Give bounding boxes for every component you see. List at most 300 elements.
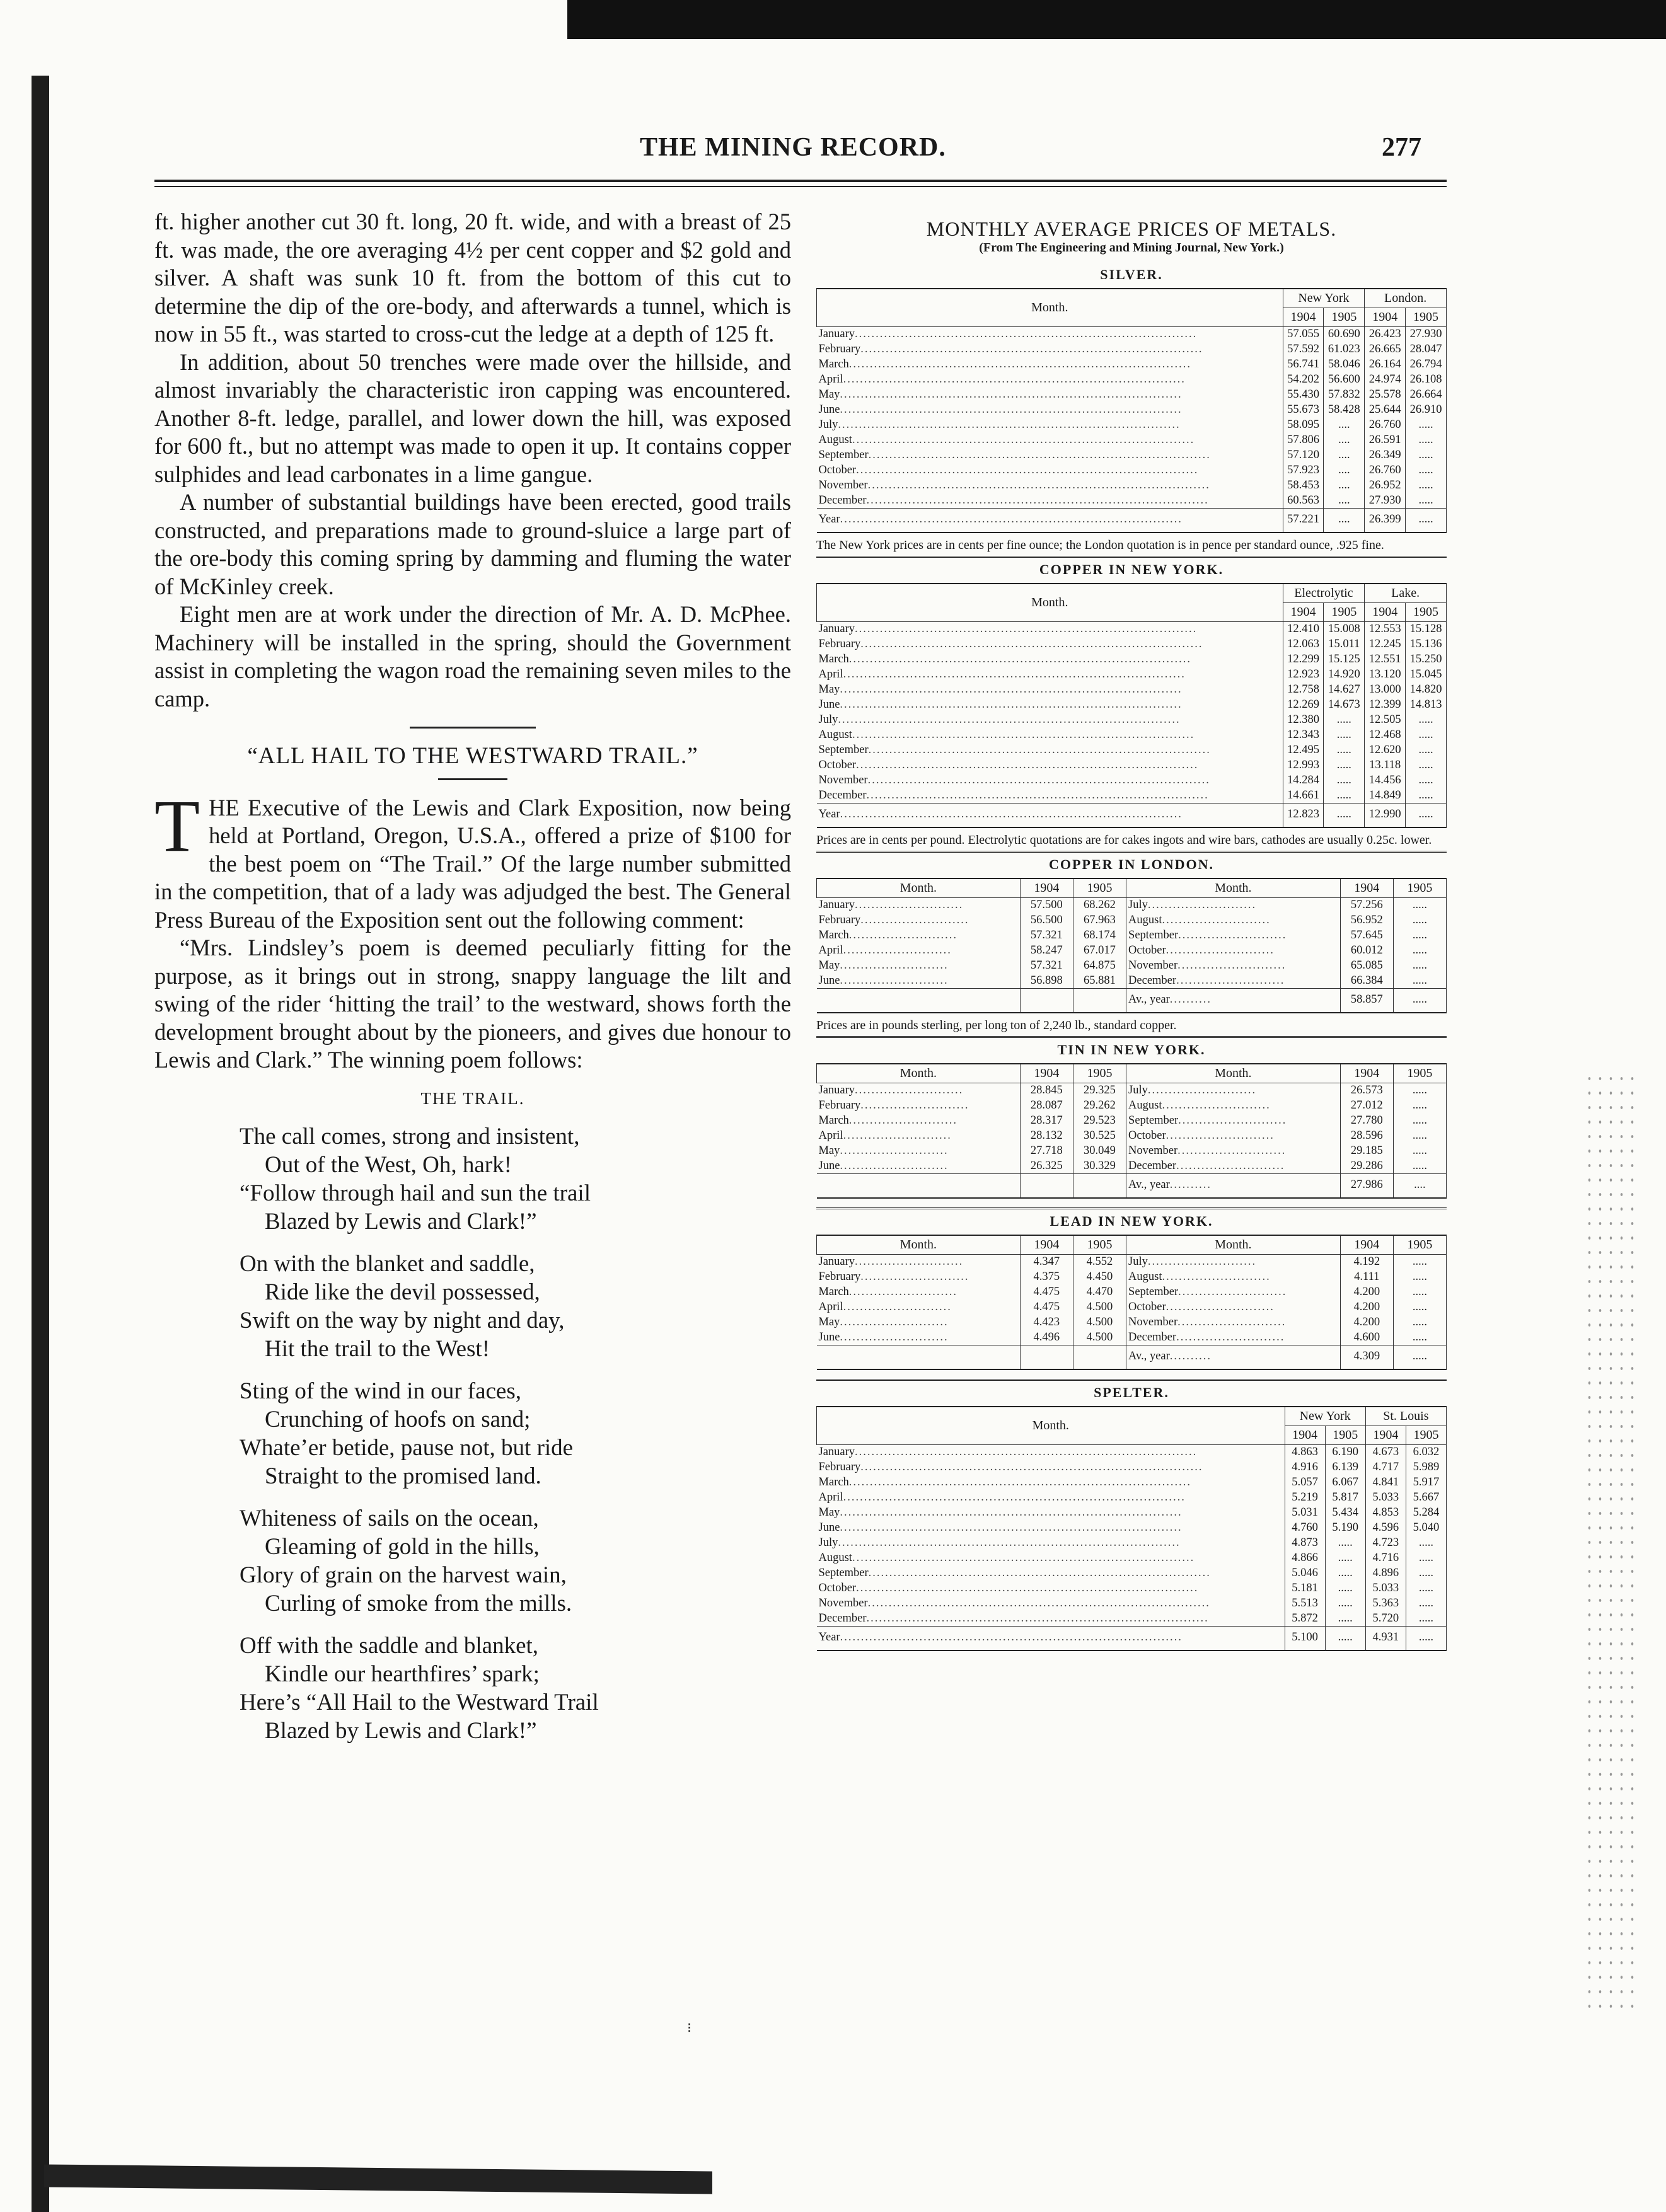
value-cell: 28.845 — [1020, 1083, 1073, 1098]
leader-dots: .......................... — [840, 1144, 949, 1157]
value-cell: 4.673 — [1365, 1445, 1406, 1460]
value-cell: 57.221 — [1283, 509, 1324, 533]
value-cell: ..... — [1393, 1255, 1446, 1270]
copper-london-note: Prices are in pounds sterling, per long ton of 2,240 lb., standard copper. — [816, 1018, 1177, 1032]
value-cell: ..... — [1406, 713, 1447, 728]
month-cell — [817, 1144, 1021, 1159]
value-cell: 14.284 — [1283, 773, 1324, 788]
month-cell — [817, 1315, 1021, 1330]
month-name: May — [818, 959, 840, 972]
group-header: New York — [1285, 1407, 1365, 1426]
leader-dots: .......................... — [1178, 929, 1287, 942]
value-cell: 5.100 — [1285, 1627, 1325, 1651]
running-title: THE MINING RECORD. — [640, 133, 946, 162]
poem-line: Crunching of hoofs on sand; — [265, 1407, 531, 1432]
month-cell — [817, 1581, 1285, 1596]
month-name: November — [818, 774, 868, 786]
month-name: December — [818, 493, 867, 507]
poem-line: Curling of smoke from the mills. — [265, 1591, 572, 1616]
value-cell: 12.551 — [1365, 652, 1406, 667]
month-cell — [1126, 1129, 1341, 1144]
tin-ny-table — [816, 1063, 1447, 1199]
value-cell: 12.758 — [1283, 683, 1324, 698]
value-cell: 65.881 — [1073, 974, 1126, 989]
value-cell: 60.563 — [1283, 493, 1324, 509]
value-cell: 4.450 — [1073, 1270, 1126, 1285]
leader-dots: .......... — [1169, 993, 1212, 1006]
month-cell — [817, 913, 1021, 928]
value-cell: 5.033 — [1365, 1581, 1406, 1596]
month-name: November — [1128, 1144, 1178, 1157]
month-header: Month. — [817, 289, 1283, 327]
value-cell: 26.665 — [1365, 342, 1406, 357]
month-name: June — [818, 1521, 840, 1534]
value-cell: 12.299 — [1283, 652, 1324, 667]
lead-ny-table — [816, 1235, 1447, 1370]
table-row — [817, 683, 1447, 698]
price-table — [816, 288, 1447, 533]
month-name: April — [818, 1301, 843, 1313]
poem-line: Straight to the promised land. — [265, 1463, 541, 1489]
table-row — [817, 1490, 1447, 1506]
copper-ny-table — [816, 583, 1447, 828]
month-name: April — [818, 1129, 843, 1142]
column-header: 1905 — [1073, 878, 1126, 898]
value-cell: 5.917 — [1406, 1475, 1446, 1490]
value-cell: 4.475 — [1020, 1300, 1073, 1315]
month-cell — [817, 463, 1283, 478]
leader-dots: .................................................................................. — [840, 403, 1183, 416]
leader-dots: .......................... — [840, 974, 949, 987]
year-header: 1904 — [1283, 308, 1324, 327]
value-cell: 14.673 — [1324, 698, 1365, 713]
value-cell: 5.031 — [1285, 1506, 1325, 1521]
value-cell: ..... — [1325, 1581, 1365, 1596]
year-header: 1905 — [1325, 1426, 1365, 1445]
value-cell: 57.592 — [1283, 342, 1324, 357]
month-cell — [1126, 913, 1341, 928]
value-cell: 6.139 — [1325, 1460, 1365, 1475]
value-cell: 25.644 — [1365, 403, 1406, 418]
month-cell — [817, 1445, 1285, 1460]
table-row — [817, 913, 1447, 928]
leader-dots: .................................................................................. — [843, 373, 1186, 386]
value-cell: 29.185 — [1340, 1144, 1393, 1159]
price-table — [816, 1063, 1447, 1199]
value-cell: 58.095 — [1283, 418, 1324, 433]
value-cell: 5.057 — [1285, 1475, 1325, 1490]
value-cell: 26.794 — [1406, 357, 1447, 372]
poem — [154, 1122, 791, 1745]
value-cell: ..... — [1393, 1083, 1446, 1098]
leader-dots: .................................................................................. — [852, 1552, 1195, 1564]
month-name: March — [818, 1114, 849, 1127]
value-cell: 4.200 — [1340, 1285, 1393, 1300]
table-row — [817, 1611, 1447, 1627]
poem-line: Off with the saddle and blanket, — [240, 1633, 539, 1659]
value-cell: .... — [1324, 509, 1365, 533]
value-cell: ..... — [1393, 928, 1446, 943]
table-row — [817, 943, 1447, 959]
poem-line: Blazed by Lewis and Clark!” — [265, 1209, 537, 1235]
value-cell: 12.553 — [1365, 622, 1406, 637]
avg-label: Av., year — [1128, 1350, 1170, 1362]
value-cell: 56.741 — [1283, 357, 1324, 372]
value-cell: 5.033 — [1365, 1490, 1406, 1506]
avg-value: 27.986 — [1340, 1174, 1393, 1199]
month-name: September — [1128, 929, 1179, 942]
value-cell: 4.200 — [1340, 1300, 1393, 1315]
value-cell: 29.325 — [1073, 1083, 1126, 1098]
month-name: April — [818, 1491, 843, 1504]
table-row — [817, 372, 1447, 388]
poem-line: On with the blanket and saddle, — [240, 1251, 535, 1277]
column-header: 1905 — [1073, 1064, 1126, 1083]
table-row — [817, 652, 1447, 667]
value-cell: ..... — [1406, 1611, 1446, 1627]
month-cell — [817, 1285, 1021, 1300]
month-cell — [817, 1270, 1021, 1285]
value-cell: ..... — [1406, 773, 1447, 788]
value-cell: 4.500 — [1073, 1315, 1126, 1330]
silver-heading: SILVER. — [1100, 267, 1163, 282]
value-cell: 4.873 — [1285, 1536, 1325, 1551]
value-cell: 61.023 — [1324, 342, 1365, 357]
month-cell — [817, 1627, 1285, 1651]
value-cell: 12.269 — [1283, 698, 1324, 713]
month-name: March — [818, 1476, 849, 1489]
value-cell: ..... — [1406, 433, 1447, 448]
value-cell: 4.841 — [1365, 1475, 1406, 1490]
leader-dots: .......................... — [855, 1084, 964, 1097]
group-header: New York — [1283, 289, 1365, 308]
leader-dots: .................................................................................. — [843, 1491, 1186, 1504]
month-cell — [817, 433, 1283, 448]
value-cell: 4.347 — [1020, 1255, 1073, 1270]
leader-dots: .......... — [1169, 1178, 1212, 1191]
silver-table — [816, 288, 1447, 533]
month-name: October — [818, 464, 857, 476]
month-cell — [1126, 1159, 1341, 1174]
month-name: March — [818, 358, 849, 371]
value-cell: ..... — [1406, 728, 1447, 743]
value-cell: 4.600 — [1340, 1330, 1393, 1345]
year-header: 1904 — [1285, 1426, 1325, 1445]
leader-dots: .................................................................................. — [840, 698, 1183, 711]
value-cell: ..... — [1406, 463, 1447, 478]
table-row — [817, 493, 1447, 509]
value-cell: 56.500 — [1020, 913, 1073, 928]
year-header: 1904 — [1365, 308, 1406, 327]
month-cell — [817, 804, 1283, 828]
value-cell: ..... — [1393, 1129, 1446, 1144]
month-name: June — [818, 1159, 840, 1172]
leader-dots: .......................... — [840, 1159, 949, 1172]
price-table — [816, 1235, 1447, 1370]
value-cell: 27.780 — [1340, 1114, 1393, 1129]
month-name: October — [1128, 1301, 1166, 1313]
leader-dots: .................................................................................. — [868, 1567, 1211, 1579]
paragraph: A number of substantial buildings have been erected, good trails constructed, and preparations made to ground-sluice a large part of the ore-body this coming spring by damming and fluming the water of McKinley creek. — [154, 489, 791, 599]
leader-dots: .................................................................................. — [866, 1611, 1209, 1625]
value-cell: ..... — [1406, 1536, 1446, 1551]
year-header: 1904 — [1365, 603, 1406, 622]
month-cell — [817, 1490, 1285, 1506]
month-cell — [817, 1536, 1285, 1551]
prices-source: (From The Engineering and Mining Journal, New York.) — [979, 241, 1284, 255]
value-cell: ..... — [1325, 1566, 1365, 1581]
value-cell: ..... — [1406, 804, 1447, 828]
value-cell: 14.813 — [1406, 698, 1447, 713]
value-cell: 28.132 — [1020, 1129, 1073, 1144]
table-row — [817, 418, 1447, 433]
stanza — [240, 1504, 791, 1618]
value-cell: 26.591 — [1365, 433, 1406, 448]
month-name: January — [818, 1084, 855, 1097]
month-name: October — [818, 1582, 857, 1594]
value-cell: ..... — [1406, 448, 1447, 463]
value-cell: 14.661 — [1283, 788, 1324, 804]
month-name: May — [818, 683, 840, 696]
value-cell: ..... — [1393, 1144, 1446, 1159]
value-cell: 4.200 — [1340, 1315, 1393, 1330]
column-header: 1905 — [1393, 1235, 1446, 1255]
table-row — [817, 1159, 1447, 1174]
month-name: August — [818, 434, 852, 446]
value-cell: ..... — [1406, 743, 1447, 758]
value-cell: 57.055 — [1283, 327, 1324, 342]
value-cell: 65.085 — [1340, 959, 1393, 974]
month-name: November — [1128, 1316, 1178, 1328]
leader-dots: .................................................................................. — [855, 328, 1198, 341]
table-row — [817, 1521, 1447, 1536]
leader-dots: .......................... — [843, 1129, 952, 1142]
value-cell: ..... — [1406, 418, 1447, 433]
leader-dots: .................................................................................. — [867, 479, 1210, 492]
value-cell: 5.363 — [1365, 1596, 1406, 1611]
value-cell: ..... — [1406, 493, 1447, 509]
value-cell: ..... — [1393, 1300, 1446, 1315]
value-cell: 55.430 — [1283, 388, 1324, 403]
month-cell — [817, 698, 1283, 713]
value-cell: ..... — [1393, 898, 1446, 913]
year-label: Year — [818, 1631, 840, 1644]
paragraph: In addition, about 50 trenches were made over the hillside, and almost invariably the characteristic iron capping was encountered. Another 8-ft. ledge, parallel, and lower down the hill, was exposed for 600 ft., but no attempt was made to open it up. It contains copper sulphides and lead carbonates in a lime gangue. — [154, 349, 791, 487]
value-cell: 64.875 — [1073, 959, 1126, 974]
month-cell — [817, 637, 1283, 652]
month-cell — [817, 959, 1021, 974]
leader-dots: .................................................................................. — [838, 713, 1181, 726]
leader-dots: .................................................................................. — [840, 1521, 1183, 1534]
value-cell: 26.108 — [1406, 372, 1447, 388]
value-cell: 5.219 — [1285, 1490, 1325, 1506]
month-cell — [817, 1506, 1285, 1521]
paragraph: Eight men are at work under the direction of Mr. A. D. McPhee. Machinery will be installed in the spring, should the Government assist in completing the wagon road the remaining seven miles to the camp. — [154, 601, 791, 711]
empty-cell — [1073, 1174, 1126, 1199]
month-cell — [817, 728, 1283, 743]
value-cell: 6.032 — [1406, 1445, 1446, 1460]
empty-cell — [1073, 989, 1126, 1013]
value-cell: 57.832 — [1324, 388, 1365, 403]
month-cell — [1126, 1330, 1341, 1345]
value-cell: 26.349 — [1365, 448, 1406, 463]
column-header: Month. — [817, 1064, 1021, 1083]
empty-cell — [1020, 1174, 1073, 1199]
table-row — [817, 1315, 1447, 1330]
value-cell: 57.321 — [1020, 959, 1073, 974]
leader-dots: .................................................................................. — [852, 434, 1195, 446]
table-row — [817, 1083, 1447, 1098]
value-cell: 56.600 — [1324, 372, 1365, 388]
value-cell: 5.720 — [1365, 1611, 1406, 1627]
value-cell: 4.596 — [1365, 1521, 1406, 1536]
table-row — [817, 1566, 1447, 1581]
leader-dots: .......................... — [848, 1286, 958, 1298]
article-intro — [154, 784, 791, 935]
month-cell — [817, 1566, 1285, 1581]
value-cell: 4.866 — [1285, 1551, 1325, 1566]
table-row — [817, 342, 1447, 357]
price-table — [816, 583, 1447, 828]
value-cell: ..... — [1393, 959, 1446, 974]
empty-cell — [817, 1345, 1021, 1370]
value-cell: 26.573 — [1340, 1083, 1393, 1098]
value-cell: ..... — [1406, 1596, 1446, 1611]
year-average-row — [817, 1174, 1447, 1199]
value-cell: 28.317 — [1020, 1114, 1073, 1129]
value-cell: 27.930 — [1365, 493, 1406, 509]
leader-dots: .................................................................................. — [843, 668, 1186, 681]
leader-dots: .................................................................................. — [840, 1631, 1183, 1644]
month-cell — [817, 388, 1283, 403]
leader-dots: .................................................................................. — [866, 788, 1209, 802]
table-row — [817, 388, 1447, 403]
paragraph: ft. higher another cut 30 ft. long, 20 ft. wide, and with a breast of 25 ft. was made, the ore averaging 4½ per cent copper and $2 gold and silver. A shaft was sunk 10 ft. from the bottom of this cut to determine the dip of the ore-body, and afterwards a tunnel, which is now in 55 ft., was started to cross-cut the ledge at a depth of 125 ft. — [154, 209, 791, 347]
value-cell: .... — [1324, 478, 1365, 493]
value-cell: 12.468 — [1365, 728, 1406, 743]
year-header: 1905 — [1406, 603, 1447, 622]
header-rule — [154, 180, 1447, 187]
month-cell — [1126, 959, 1341, 974]
prices-title: MONTHLY AVERAGE PRICES OF METALS. — [926, 217, 1337, 240]
month-cell — [817, 342, 1283, 357]
month-cell — [1126, 1114, 1341, 1129]
month-name: May — [818, 1316, 840, 1328]
year-header: 1905 — [1406, 308, 1447, 327]
table-row — [817, 1445, 1447, 1460]
value-cell: .... — [1324, 433, 1365, 448]
left-column — [154, 208, 791, 1759]
copper-london-heading: COPPER IN LONDON. — [1049, 856, 1214, 872]
month-cell — [1126, 1255, 1341, 1270]
value-cell: ..... — [1324, 713, 1365, 728]
scan-edge-top — [567, 0, 1666, 39]
avg-dots: ..... — [1393, 989, 1446, 1013]
leader-dots: .................................................................................. — [860, 638, 1203, 650]
month-cell — [817, 1159, 1021, 1174]
table-row — [817, 898, 1447, 913]
value-cell: .... — [1324, 418, 1365, 433]
value-cell: 14.920 — [1324, 667, 1365, 683]
value-cell: .... — [1324, 448, 1365, 463]
value-cell: 12.343 — [1283, 728, 1324, 743]
leader-dots: .......................... — [855, 899, 964, 912]
value-cell: 30.329 — [1073, 1159, 1126, 1174]
month-cell — [817, 1551, 1285, 1566]
value-cell: 26.325 — [1020, 1159, 1073, 1174]
value-cell: 12.063 — [1283, 637, 1324, 652]
month-name: September — [1128, 1286, 1179, 1298]
value-cell: 4.717 — [1365, 1460, 1406, 1475]
leader-dots: .................................................................................. — [860, 343, 1203, 355]
value-cell: 4.470 — [1073, 1285, 1126, 1300]
avg-label-cell — [1126, 1174, 1341, 1199]
table-row — [817, 667, 1447, 683]
year-label: Year — [818, 513, 840, 526]
value-cell: 14.456 — [1365, 773, 1406, 788]
column-header: 1904 — [1020, 878, 1073, 898]
value-cell: 27.012 — [1340, 1098, 1393, 1114]
column-header: Month. — [817, 878, 1021, 898]
value-cell: 58.453 — [1283, 478, 1324, 493]
value-cell: 12.993 — [1283, 758, 1324, 773]
month-name: July — [818, 713, 838, 726]
value-cell: 56.952 — [1340, 913, 1393, 928]
table-row — [817, 448, 1447, 463]
value-cell: 13.118 — [1365, 758, 1406, 773]
value-cell: 60.012 — [1340, 943, 1393, 959]
leader-dots: .......................... — [843, 944, 952, 957]
leader-dots: .......................... — [1147, 899, 1257, 912]
empty-cell — [1073, 1345, 1126, 1370]
value-cell: 26.664 — [1406, 388, 1447, 403]
value-cell: 55.673 — [1283, 403, 1324, 418]
value-cell: 26.760 — [1365, 463, 1406, 478]
silver-note: The New York prices are in cents per fine ounce; the London quotation is in pence per standard ounce, .925 fine. — [816, 538, 1384, 552]
leader-dots: .......................... — [1166, 1301, 1275, 1313]
stanza — [240, 1250, 791, 1363]
value-cell: 54.202 — [1283, 372, 1324, 388]
group-header: St. Louis — [1365, 1407, 1446, 1426]
value-cell: ..... — [1406, 1551, 1446, 1566]
month-name: February — [818, 1461, 861, 1473]
poem-line: Gleaming of gold in the hills, — [265, 1534, 540, 1560]
value-cell: 58.247 — [1020, 943, 1073, 959]
value-cell: 58.046 — [1324, 357, 1365, 372]
section-rule — [410, 727, 536, 729]
month-cell — [817, 448, 1283, 463]
table-row — [817, 463, 1447, 478]
value-cell: ..... — [1325, 1536, 1365, 1551]
year-average-row — [817, 1345, 1447, 1370]
avg-dots: .... — [1393, 1174, 1446, 1199]
value-cell: 4.475 — [1020, 1285, 1073, 1300]
month-name: January — [818, 328, 855, 341]
month-name: April — [818, 944, 843, 957]
value-cell: 4.760 — [1285, 1521, 1325, 1536]
value-cell: 15.128 — [1406, 622, 1447, 637]
poem-line: Sting of the wind in our faces, — [240, 1378, 521, 1404]
copper-ny-heading: COPPER IN NEW YORK. — [1039, 562, 1224, 577]
value-cell: 27.718 — [1020, 1144, 1073, 1159]
value-cell: 6.190 — [1325, 1445, 1365, 1460]
month-cell — [817, 1255, 1021, 1270]
value-cell: 5.284 — [1406, 1506, 1446, 1521]
month-name: January — [818, 623, 855, 636]
spelter-heading: SPELTER. — [1094, 1385, 1169, 1400]
month-cell — [817, 418, 1283, 433]
value-cell: 4.552 — [1073, 1255, 1126, 1270]
